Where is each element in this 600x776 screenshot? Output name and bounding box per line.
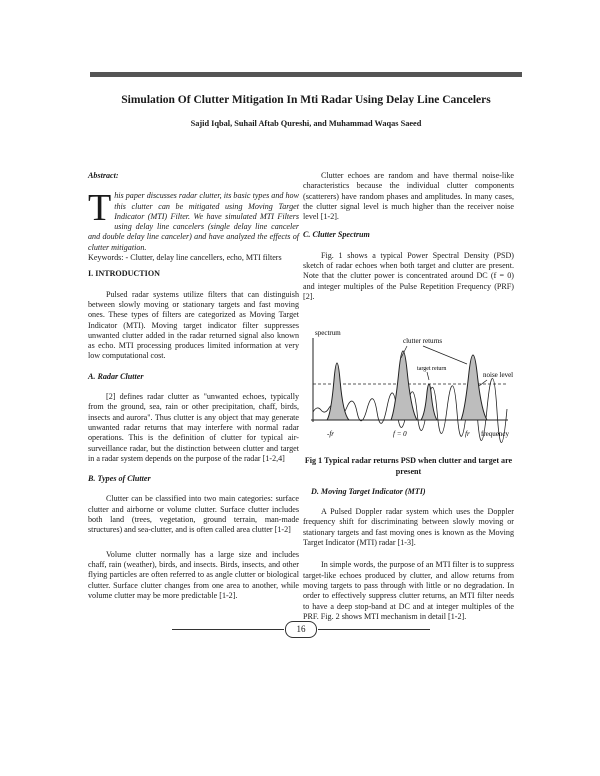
clutter-spectrum-heading: C. Clutter Spectrum bbox=[303, 230, 370, 240]
top-rule bbox=[90, 72, 522, 77]
paper-authors: Sajid Iqbal, Suhail Aftab Qureshi, and Muhammad Waqas Saeed bbox=[190, 119, 422, 128]
mti-paragraph-1: A Pulsed Doppler radar system which uses the Doppler frequency shift for discriminating between slowly moving or stationary targets and fast moving ones is known as the Moving Target Indicator (MTI) radar [1-3]. bbox=[303, 507, 514, 548]
frequency-label: frequency bbox=[481, 430, 509, 439]
clutter-echo-paragraph: Clutter echoes are random and have thermal noise-like characteristics because the individual clutter components (scatterers) have random phases and amplitudes. In many cases, the clutter signal level is much higher than the receiver noise level [1-2]. bbox=[303, 171, 514, 222]
abstract-body: his paper discusses radar clutter, its basic types and how this clutter can be mitigated using Moving Target Indicator (MTI) Filter. We have simulated MTI Filters using delay line cancelers (single delay line canceler and double delay line canceler) and have analyzed the effects of clutter mitigation. bbox=[88, 191, 299, 252]
target-arrow bbox=[427, 372, 429, 380]
noise-arrow bbox=[479, 380, 487, 386]
spectrum-label: spectrum bbox=[315, 329, 341, 338]
abstract-text bbox=[88, 187, 299, 253]
figure-caption: Fig 1 Typical radar returns PSD when clutter and target are present bbox=[304, 456, 513, 476]
target-return-label: target return bbox=[417, 366, 447, 373]
abstract-drop-cap: T bbox=[88, 187, 112, 230]
footer-rule-right bbox=[318, 629, 430, 630]
tick-positive-fr: fr bbox=[465, 430, 470, 439]
page-number: 16 bbox=[285, 621, 317, 638]
clutter-types-paragraph-1: Clutter can be classified into two main categories: surface clutter and airborne or volume clutter. Surface clutter includes both land (trees, vegetation, ground terrain, man-made structures) and sea-clutter, and is often called area clutter [1-2] bbox=[88, 494, 299, 535]
paper-title: Simulation Of Clutter Mitigation In Mti Radar Using Delay Line Cancelers bbox=[121, 94, 491, 106]
right-column bbox=[303, 171, 514, 622]
clutter-returns-label: clutter returns bbox=[403, 337, 443, 346]
target-peak bbox=[421, 384, 437, 420]
intro-heading: I. INTRODUCTION bbox=[88, 269, 160, 279]
clutter-types-paragraph-2: Volume clutter normally has a large size and includes chaff, rain (weather), birds, and insects. Birds, insects, and other flying particles are often referred to as angle clutter or biological clutter. Surface clutter changes from one area to another, while volume clutter may be more predictable [1-2]. bbox=[88, 549, 299, 600]
clutter-arrow-right bbox=[423, 346, 467, 364]
abstract-heading: Abstract: bbox=[88, 171, 119, 180]
mti-paragraph-2: In simple words, the purpose of an MTI filter is to suppress target-like echoes produced by clutter, and allow returns from moving targets to pass through with little or no degradation. In order to effectively suppress clutter returns, an MTI filter needs to have a deep stop-band at DC and at integer multiples of the PRF. Fig. 2 shows MTI mechanism in detail [1-2]. bbox=[303, 560, 514, 621]
tick-negative-fr: -fr bbox=[327, 430, 334, 439]
intro-paragraph: Pulsed radar systems utilize filters that can distinguish between slowly moving or stationary targets and fast moving ones. These types of filters are categorized as Moving Target Indicator (MTI). Moving target indicator filter suppresses unwanted clutter added in the radar returned signal also known as echo. MTI processing produces limited information at very low computational cost. bbox=[88, 289, 299, 361]
clutter-spectrum-paragraph: Fig. 1 shows a typical Power Spectral Density (PSD) sketch of radar echoes when both target and clutter are present. Note that the clutter power is concentrated around DC (f = 0) and integer multiples of the Pulse Repetition Frequency (PRF) [2]. bbox=[303, 250, 514, 301]
clutter-types-heading: B. Types of Clutter bbox=[88, 474, 151, 484]
radar-clutter-heading: A. Radar Clutter bbox=[88, 371, 144, 381]
left-column bbox=[88, 171, 299, 601]
radar-clutter-paragraph: [2] defines radar clutter as "unwanted echoes, typically from the ground, sea, rain or other precipitation, chaff, birds, insects and aurora". Thus clutter is any object that may generate unwanted radar returns that may interfere with normal radar operations. This is the definition of clutter for typical air-surveillance radar, but the distinction between clutter and target in a radar system depends on the purpose of the radar [1-2,4] bbox=[88, 392, 299, 463]
tick-zero: f = 0 bbox=[393, 430, 407, 439]
clutter-peak-zero bbox=[391, 351, 417, 420]
clutter-peak-negative bbox=[327, 363, 349, 420]
noise-level-label: noise level bbox=[483, 371, 514, 380]
psd-figure bbox=[303, 310, 514, 452]
psd-figure-svg bbox=[303, 310, 514, 452]
mti-heading: D. Moving Target Indicator (MTI) bbox=[311, 486, 426, 496]
footer-rule-left bbox=[172, 629, 284, 630]
clutter-peak-positive bbox=[461, 355, 487, 420]
keywords: Keywords: - Clutter, delay line cancellers, echo, MTI filters bbox=[88, 253, 282, 263]
